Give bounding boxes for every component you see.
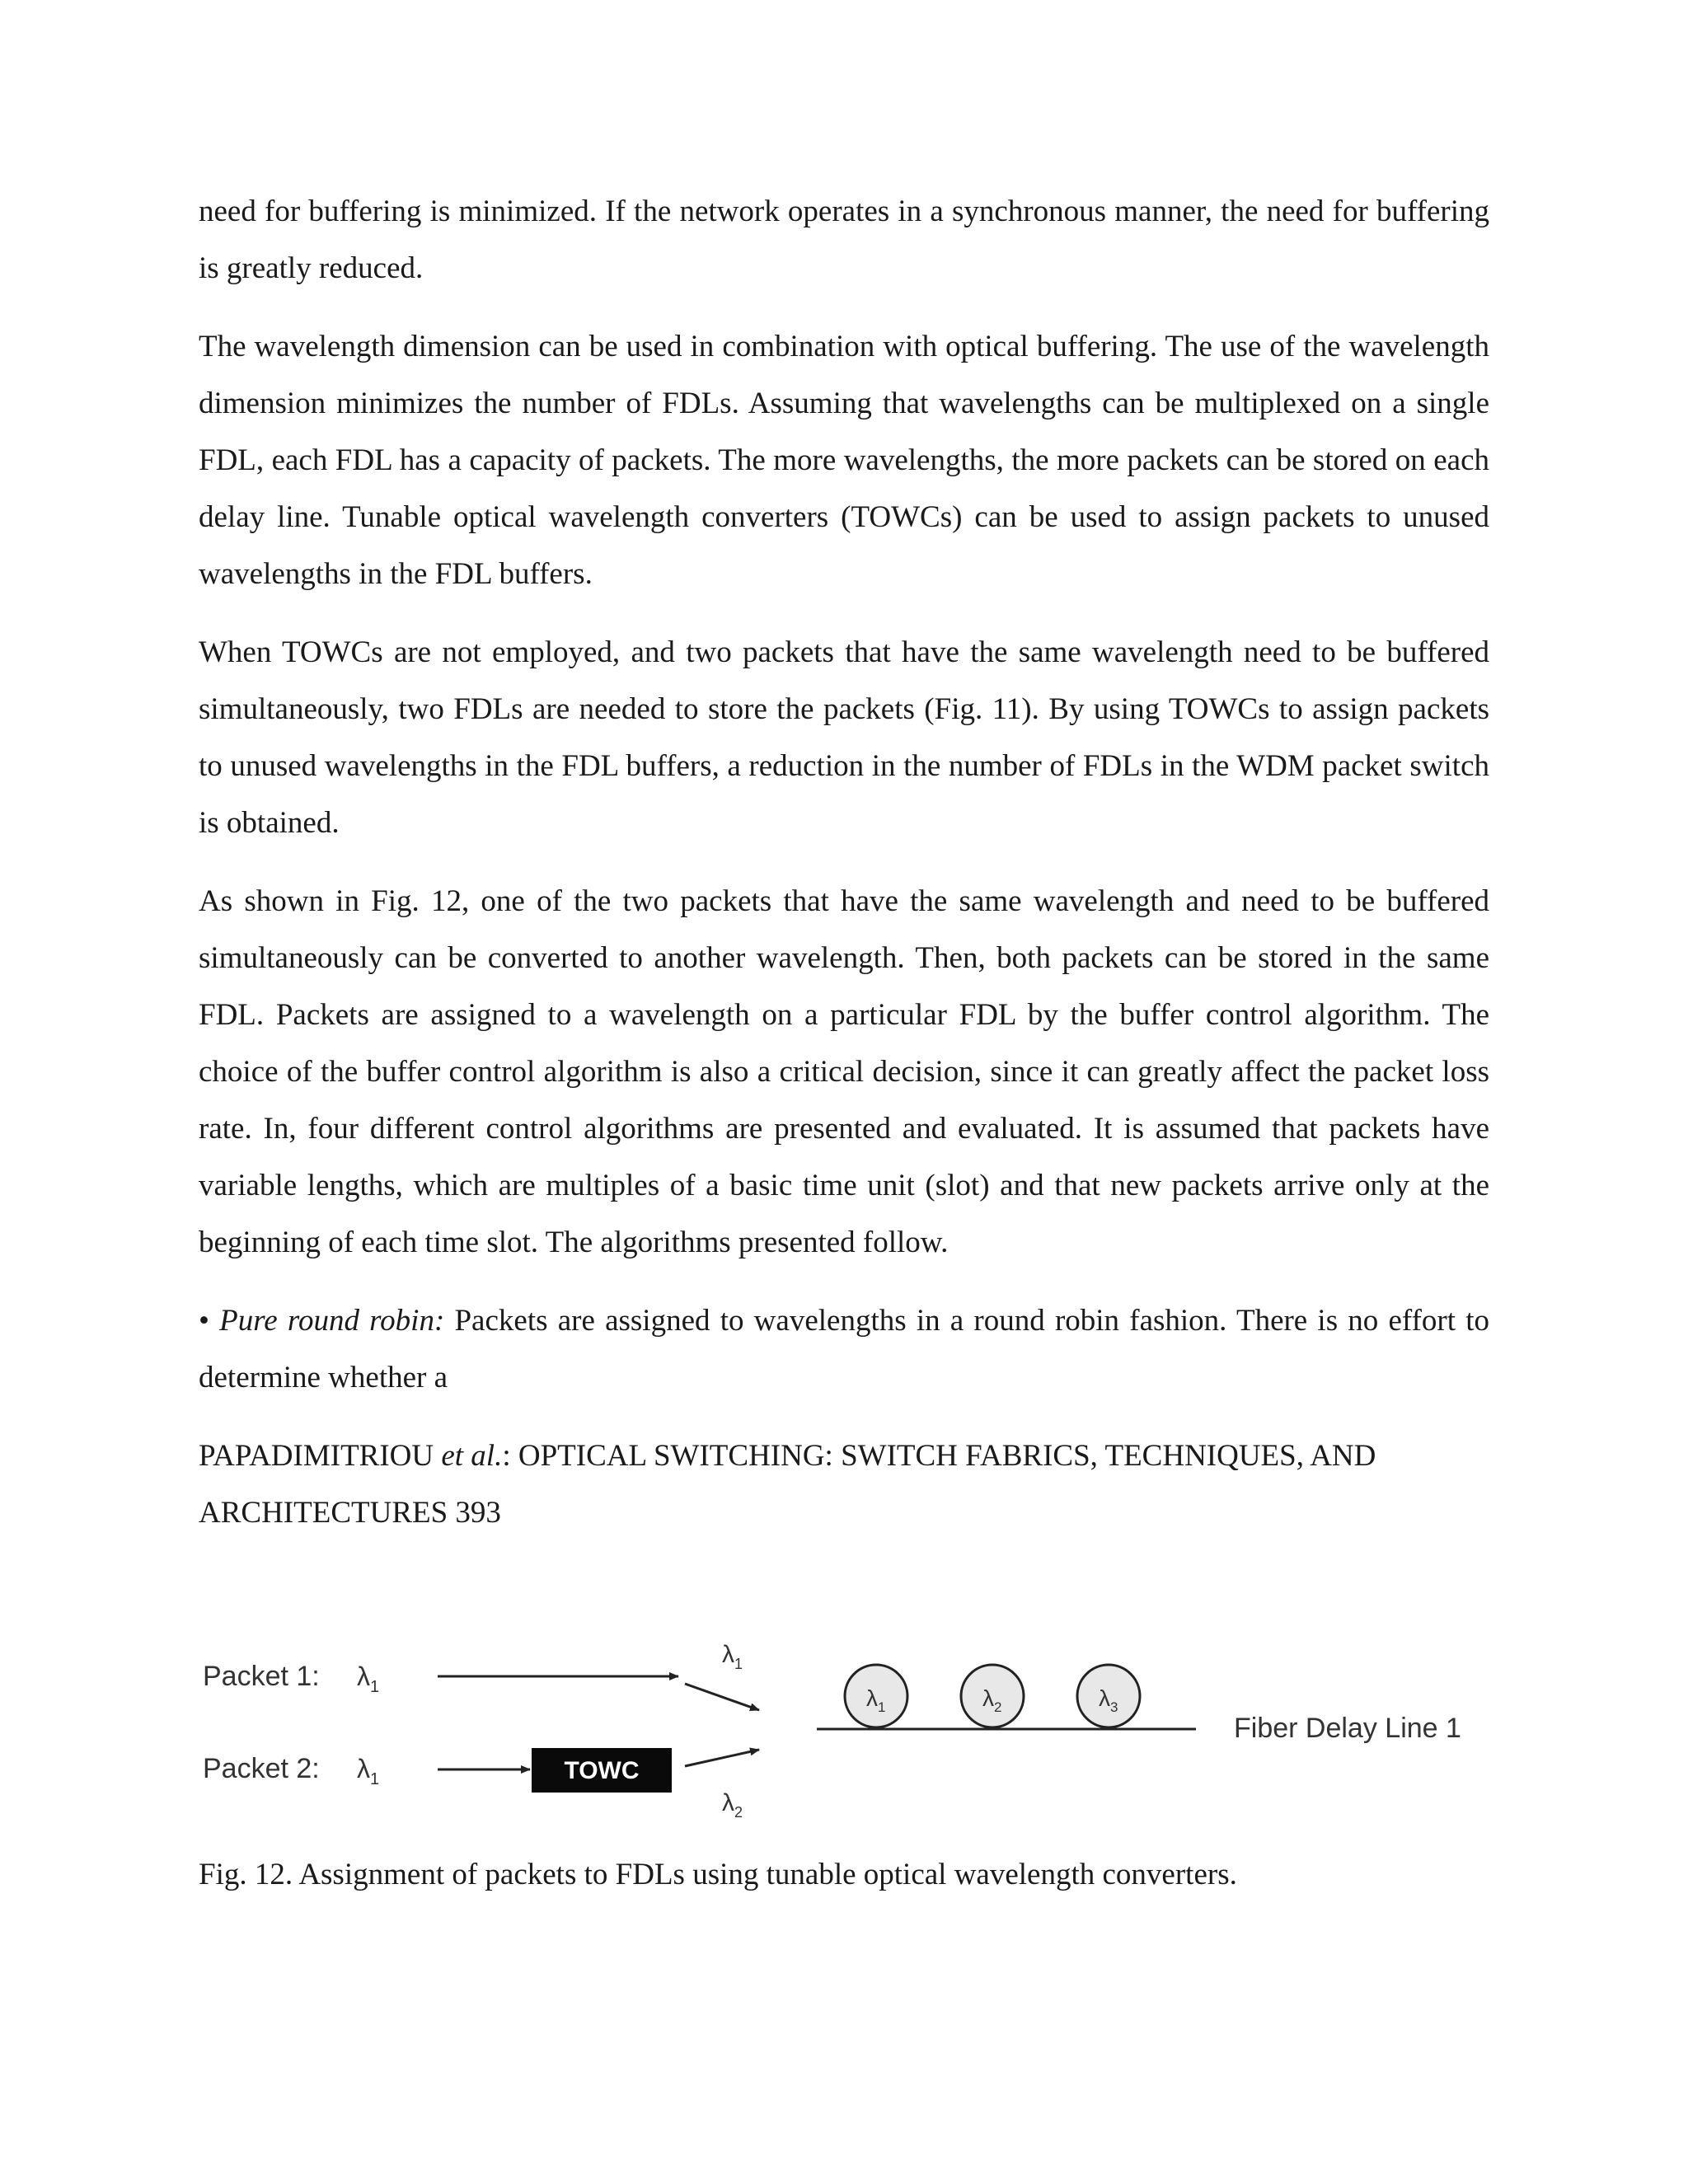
paragraph-4: As shown in Fig. 12, one of the two packets that have the same wavelength and need to be buffered simultaneously can be converted to another wavelength. Then, both packets can be stored in the same FDL. Packets are assigned to a wavelength on a particular FDL by the buffer control algorithm. The choice of the buffer control algorithm is also a critical decision, since it can greatly affect the packet loss rate. In, four different control algorithms are presented and evaluated. It is assumed that packets have variable lengths, which are multiples of a basic time unit (slot) and that new packets arrive only at the beginning of each time slot. The algorithms presented follow. xyxy=(199,884,1489,1259)
packet-2-lambda-symbol: λ xyxy=(357,1754,370,1783)
circle-lambda-1-symbol: λ xyxy=(866,1685,878,1711)
lambda-2-converge-arrow xyxy=(685,1750,759,1766)
lower-lambda-2-subscript: 2 xyxy=(734,1804,743,1821)
upper-lambda-1-symbol: λ xyxy=(722,1641,734,1668)
circle-lambda-3-subscript: 3 xyxy=(1110,1699,1118,1715)
paragraph-3: When TOWCs are not employed, and two packets that have the same wavelength need to be buffered simultaneously, two FDLs are needed to store the packets (Fig. 11). By using TOWCs to assign packets to unused wavelengths in the FDL buffers, a reduction in the number of FDLs in the WDM packet switch is obtained. xyxy=(199,635,1489,840)
running-header-title: : OPTICAL SWITCHING: SWITCH FABRICS, TECHNIQUES, AND ARCHITECTURES 393 xyxy=(199,1439,1376,1530)
paragraph-1: need for buffering is minimized. If the network operates in a synchronous manner, the need for buffering is greatly reduced. xyxy=(199,194,1489,285)
figure-caption: Fig. 12. Assignment of packets to FDLs using tunable optical wavelength converters. xyxy=(199,1858,1237,1891)
circle-lambda-2-symbol: λ xyxy=(982,1685,994,1711)
running-header-etal: et al. xyxy=(441,1439,503,1473)
packet-1-lambda xyxy=(357,1661,379,1696)
lower-lambda-2 xyxy=(722,1789,743,1821)
packet-2-lambda xyxy=(357,1754,379,1788)
running-header-authors: PAPADIMITRIOU xyxy=(199,1439,434,1473)
bullet-text: Packets are assigned to wavelengths in a round robin fashion. There is no effort to determine whether a xyxy=(199,1304,1489,1394)
lambda-1-converge-arrow xyxy=(685,1684,759,1710)
circle-lambda-2-subscript: 2 xyxy=(994,1699,1002,1715)
upper-lambda-1-subscript: 1 xyxy=(734,1656,743,1672)
bullet-term: Pure round robin: xyxy=(219,1304,445,1338)
paragraph-2: The wavelength dimension can be used in combination with optical buffering. The use of the wavelength dimension minimizes the number of FDLs. Assuming that wavelengths can be multiplexed on a single FDL, each FDL has a capacity of packets. The more wavelengths, the more packets can be stored on each delay line. Tunable optical wavelength converters (TOWCs) can be used to assign packets to unused wavelengths in the FDL buffers. xyxy=(199,330,1489,591)
figure-12 xyxy=(199,1628,1489,1825)
bullet-item xyxy=(199,1292,1489,1406)
towc-label: TOWC xyxy=(564,1757,640,1784)
upper-lambda-1 xyxy=(722,1641,743,1672)
packet-1-lambda-subscript: 1 xyxy=(370,1678,380,1696)
packet-2-label: Packet 2: xyxy=(203,1753,320,1784)
lower-lambda-2-symbol: λ xyxy=(722,1789,734,1816)
circle-lambda-1-subscript: 1 xyxy=(878,1699,886,1715)
circle-lambda-3-symbol: λ xyxy=(1099,1685,1110,1711)
bullet-marker: • xyxy=(199,1304,209,1338)
figure-diagram xyxy=(199,1628,1489,1825)
running-header xyxy=(199,1427,1489,1541)
packet-1-label: Packet 1: xyxy=(203,1661,320,1692)
packet-1-lambda-symbol: λ xyxy=(357,1661,370,1691)
fiber-delay-line-label: Fiber Delay Line 1 xyxy=(1234,1713,1461,1744)
packet-2-lambda-subscript: 1 xyxy=(370,1770,380,1788)
body-text xyxy=(199,183,1489,1563)
